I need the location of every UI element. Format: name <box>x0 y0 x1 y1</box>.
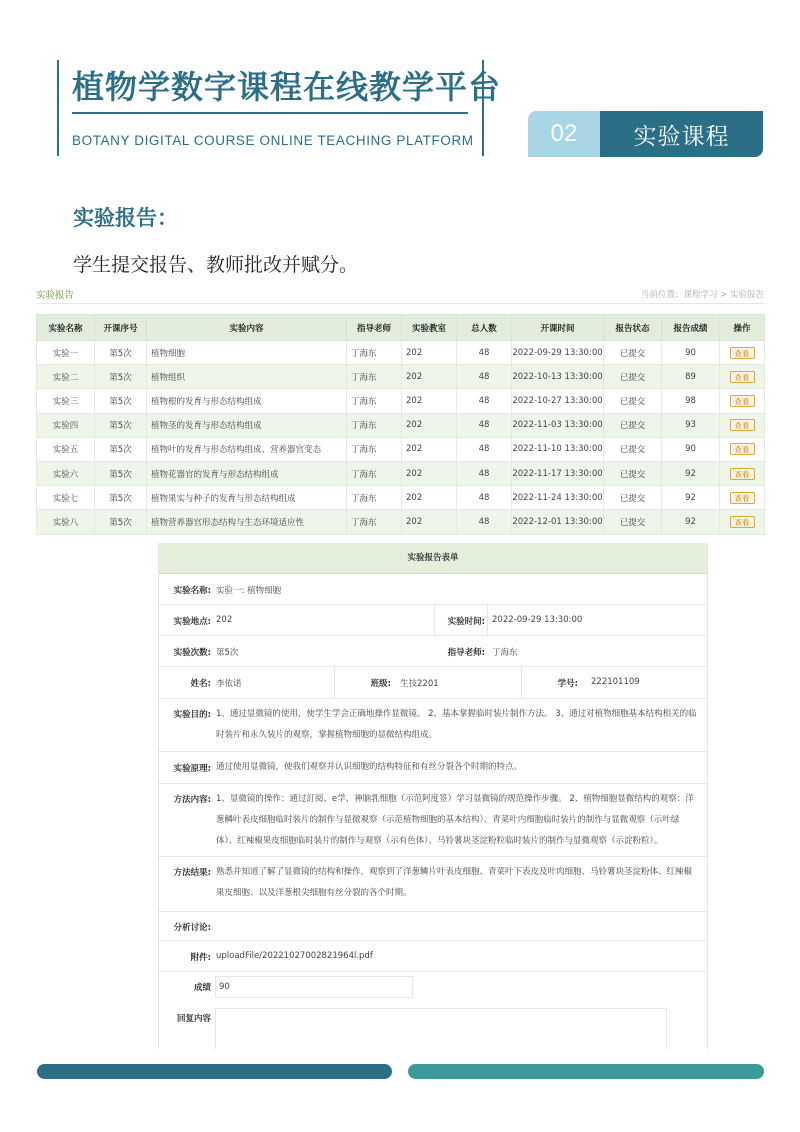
footer-bar-right <box>408 1064 764 1079</box>
cell-room: 202 <box>402 365 457 389</box>
cell-seq: 第5次 <box>95 486 147 510</box>
cell-teacher: 丁海东 <box>347 437 402 461</box>
view-button[interactable]: 查看 <box>730 443 755 455</box>
cell-room: 202 <box>402 461 457 485</box>
cell-teacher: 丁海东 <box>347 486 402 510</box>
cell-seq: 第5次 <box>95 341 147 365</box>
value-purpose: 1、通过显微镜的使用，使学生学会正确地操作显微镜。 2、基本掌握临时装片制作方法。 3、通过对植物细胞基本结构相关的临时装片和永久装片的观察，掌握植物细胞的显微结构组成。 <box>216 709 697 740</box>
table-row <box>37 341 765 365</box>
page-title: 植物学数字课程在线教学平台 <box>72 68 502 106</box>
section-tag <box>528 111 763 157</box>
reply-textarea[interactable] <box>215 1008 667 1049</box>
section-description: 学生提交报告、教师批改并赋分。 <box>73 254 359 276</box>
cell-content: 植物花器官的发育与形态结构组成 <box>147 461 347 485</box>
form-row-reply <box>159 1003 707 1049</box>
table-row <box>37 510 765 534</box>
cell-name: 实验八 <box>37 510 95 534</box>
footer-bar-left <box>37 1064 392 1079</box>
cell-action <box>720 341 765 365</box>
cell-time: 2022-10-13 13:30:00 <box>512 365 604 389</box>
cell-score: 89 <box>662 365 720 389</box>
value-experiment-name: 实验一: 植物细胞 <box>216 586 282 596</box>
report-list-title: 实验报告 <box>36 290 75 301</box>
table-row <box>37 486 765 510</box>
cell-teacher: 丁海东 <box>347 461 402 485</box>
cell-content: 植物营养器官形态结构与生态环境适应性 <box>147 510 347 534</box>
col-header: 实验名称 <box>37 315 95 341</box>
cell-time: 2022-11-24 13:30:00 <box>512 486 604 510</box>
view-button[interactable]: 查看 <box>730 347 755 359</box>
view-button[interactable]: 查看 <box>730 492 755 504</box>
cell-status: 已提交 <box>604 510 662 534</box>
label-principle: 实验原理: <box>173 764 211 774</box>
col-header: 开课时间 <box>512 315 604 341</box>
cell-action <box>720 486 765 510</box>
value-student-name: 李依诺 <box>216 679 242 689</box>
cell-score: 98 <box>662 389 720 413</box>
label-place: 实验地点: <box>173 617 211 627</box>
report-list-header <box>36 284 764 304</box>
cell-room: 202 <box>402 389 457 413</box>
cell-total: 48 <box>457 389 512 413</box>
form-row-place-time <box>159 605 707 636</box>
cell-content: 植物果实与种子的发育与形态结构组成 <box>147 486 347 510</box>
cell-time: 2022-11-17 13:30:00 <box>512 461 604 485</box>
cell-content: 植物根的发育与形态结构组成 <box>147 389 347 413</box>
cell-name: 实验三 <box>37 389 95 413</box>
value-place: 202 <box>216 615 233 625</box>
table-header-row <box>37 315 765 341</box>
section-tag-number: 02 <box>528 111 600 157</box>
cell-room: 202 <box>402 510 457 534</box>
form-row-analysis <box>159 912 707 941</box>
label-method: 方法内容: <box>173 795 211 805</box>
col-header: 实验内容 <box>147 315 347 341</box>
view-button[interactable]: 查看 <box>730 371 755 383</box>
cell-score: 90 <box>662 341 720 365</box>
score-input[interactable]: 90 <box>215 976 413 998</box>
view-button[interactable]: 查看 <box>730 395 755 407</box>
label-analysis: 分析讨论: <box>173 923 211 933</box>
cell-total: 48 <box>457 341 512 365</box>
label-score: 成绩 <box>193 983 211 993</box>
cell-action <box>720 413 765 437</box>
cell-name: 实验二 <box>37 365 95 389</box>
cell-status: 已提交 <box>604 341 662 365</box>
cell-content: 植物细胞 <box>147 341 347 365</box>
table-row <box>37 413 765 437</box>
cell-teacher: 丁海东 <box>347 365 402 389</box>
col-header: 报告状态 <box>604 315 662 341</box>
cell-content: 植物茎的发育与形态结构组成 <box>147 413 347 437</box>
value-student-id: 222101109 <box>591 677 640 687</box>
cell-status: 已提交 <box>604 389 662 413</box>
label-student-id: 学号: <box>557 679 578 689</box>
form-row-method <box>159 784 707 857</box>
cell-name: 实验四 <box>37 413 95 437</box>
cell-time: 2022-12-01 13:30:00 <box>512 510 604 534</box>
label-class: 班级: <box>370 679 391 689</box>
value-class: 生技2201 <box>400 679 439 689</box>
cell-divider <box>487 605 488 635</box>
cell-content: 植物叶的发育与形态结构组成、营养器官变态 <box>147 437 347 461</box>
value-teacher: 丁海东 <box>492 648 518 658</box>
value-method: 1、显微镜的操作：通过訂阅、e学、神脑乳细胞（示范阿度签）学习显微镜的规范操作步骤。 2、植物细胞显微结构的观察：洋葱鳞叶表皮细胞临时装片的制作与显微观察（示范植物细胞的基本结构）、青菜叶内细胞临时装片的制作与显微观察（示叶绿体）、红辣椒果皮细胞临时装片的制作与观察（示有色体）、马铃薯块茎淀粉粒临时装片的制作与显微观察（示淀粉粒）。 <box>216 794 694 846</box>
cell-seq: 第5次 <box>95 510 147 534</box>
table-row <box>37 365 765 389</box>
cell-total: 48 <box>457 510 512 534</box>
cell-score: 92 <box>662 486 720 510</box>
cell-status: 已提交 <box>604 461 662 485</box>
cell-teacher: 丁海东 <box>347 341 402 365</box>
form-row-score <box>159 972 707 1003</box>
cell-name: 实验一 <box>37 341 95 365</box>
cell-status: 已提交 <box>604 437 662 461</box>
cell-room: 202 <box>402 437 457 461</box>
cell-total: 48 <box>457 413 512 437</box>
col-header: 实验教室 <box>402 315 457 341</box>
cell-action <box>720 389 765 413</box>
cell-teacher: 丁海东 <box>347 510 402 534</box>
label-time: 实验时间: <box>447 617 485 627</box>
section-title: 实验报告： <box>73 205 178 230</box>
cell-time: 2022-10-27 13:30:00 <box>512 389 604 413</box>
col-header: 总人数 <box>457 315 512 341</box>
cell-action <box>720 365 765 389</box>
value-count: 第5次 <box>216 648 239 658</box>
cell-seq: 第5次 <box>95 461 147 485</box>
cell-action <box>720 437 765 461</box>
cell-time: 2022-09-29 13:30:00 <box>512 341 604 365</box>
report-form-title: 实验报告表单 <box>159 543 707 574</box>
cell-total: 48 <box>457 365 512 389</box>
cell-status: 已提交 <box>604 365 662 389</box>
form-row-attachment <box>159 941 707 972</box>
col-header: 报告成绩 <box>662 315 720 341</box>
cell-teacher: 丁海东 <box>347 389 402 413</box>
report-form <box>158 543 708 1049</box>
label-purpose: 实验目的: <box>173 710 211 720</box>
cell-score: 93 <box>662 413 720 437</box>
cell-total: 48 <box>457 437 512 461</box>
form-row-student <box>159 667 707 699</box>
cell-time: 2022-11-03 13:30:00 <box>512 413 604 437</box>
cell-score: 92 <box>662 461 720 485</box>
label-result: 方法结果: <box>173 868 211 878</box>
value-principle: 通过使用显微镜，使我们观察并认识细胞的结构特征和有丝分裂各个时期的特点。 <box>216 762 523 772</box>
report-table <box>36 314 765 535</box>
cell-seq: 第5次 <box>95 389 147 413</box>
cell-room: 202 <box>402 341 457 365</box>
table-row <box>37 389 765 413</box>
cell-score: 90 <box>662 437 720 461</box>
cell-status: 已提交 <box>604 413 662 437</box>
label-attachment: 附件: <box>190 953 211 963</box>
form-row-name <box>159 574 707 605</box>
section-tag-label: 实验课程 <box>600 111 763 157</box>
form-row-principle <box>159 752 707 784</box>
col-header: 开课序号 <box>95 315 147 341</box>
value-time: 2022-09-29 13:30:00 <box>492 615 583 625</box>
cell-room: 202 <box>402 486 457 510</box>
value-result: 熟悉并知道了解了显微镜的结构和操作，观察到了洋葱鳞片叶表皮细胞、青菜叶下表皮及叶肉细胞、马铃薯块茎淀粉体、红辣椒果皮细胞、以及洋葱根尖细胞有丝分裂的各个时期。 <box>216 867 693 898</box>
page-subtitle: BOTANY DIGITAL COURSE ONLINE TEACHING PLATFORM <box>72 133 474 148</box>
cell-seq: 第5次 <box>95 365 147 389</box>
cell-teacher: 丁海东 <box>347 413 402 437</box>
view-button[interactable]: 查看 <box>730 468 755 480</box>
form-row-purpose <box>159 699 707 752</box>
cell-total: 48 <box>457 461 512 485</box>
form-row-result <box>159 857 707 912</box>
attachment-link[interactable]: uploadFile/20221027002821964l.pdf <box>216 951 373 961</box>
col-header: 操作 <box>720 315 765 341</box>
cell-seq: 第5次 <box>95 437 147 461</box>
view-button[interactable]: 查看 <box>730 419 755 431</box>
header-divider <box>72 112 468 114</box>
cell-name: 实验七 <box>37 486 95 510</box>
cell-time: 2022-11-10 13:30:00 <box>512 437 604 461</box>
cell-action <box>720 510 765 534</box>
label-experiment-name: 实验名称: <box>173 586 211 596</box>
table-row <box>37 437 765 461</box>
report-list-panel <box>36 284 764 534</box>
label-teacher: 指导老师: <box>447 648 485 658</box>
cell-room: 202 <box>402 413 457 437</box>
col-header: 指导老师 <box>347 315 402 341</box>
label-reply: 回复内容 <box>176 1014 211 1024</box>
cell-seq: 第5次 <box>95 413 147 437</box>
view-button[interactable]: 查看 <box>730 516 755 528</box>
cell-score: 92 <box>662 510 720 534</box>
table-row <box>37 461 765 485</box>
breadcrumb[interactable]: 当前位置：课程学习 > 实验报告 <box>640 290 764 300</box>
cell-content: 植物组织 <box>147 365 347 389</box>
cell-name: 实验六 <box>37 461 95 485</box>
form-row-count-teacher <box>159 636 707 667</box>
label-student-name: 姓名: <box>190 679 211 689</box>
cell-status: 已提交 <box>604 486 662 510</box>
cell-action <box>720 461 765 485</box>
cell-total: 48 <box>457 486 512 510</box>
header-left-bar <box>57 60 59 156</box>
label-count: 实验次数: <box>173 648 211 658</box>
cell-name: 实验五 <box>37 437 95 461</box>
